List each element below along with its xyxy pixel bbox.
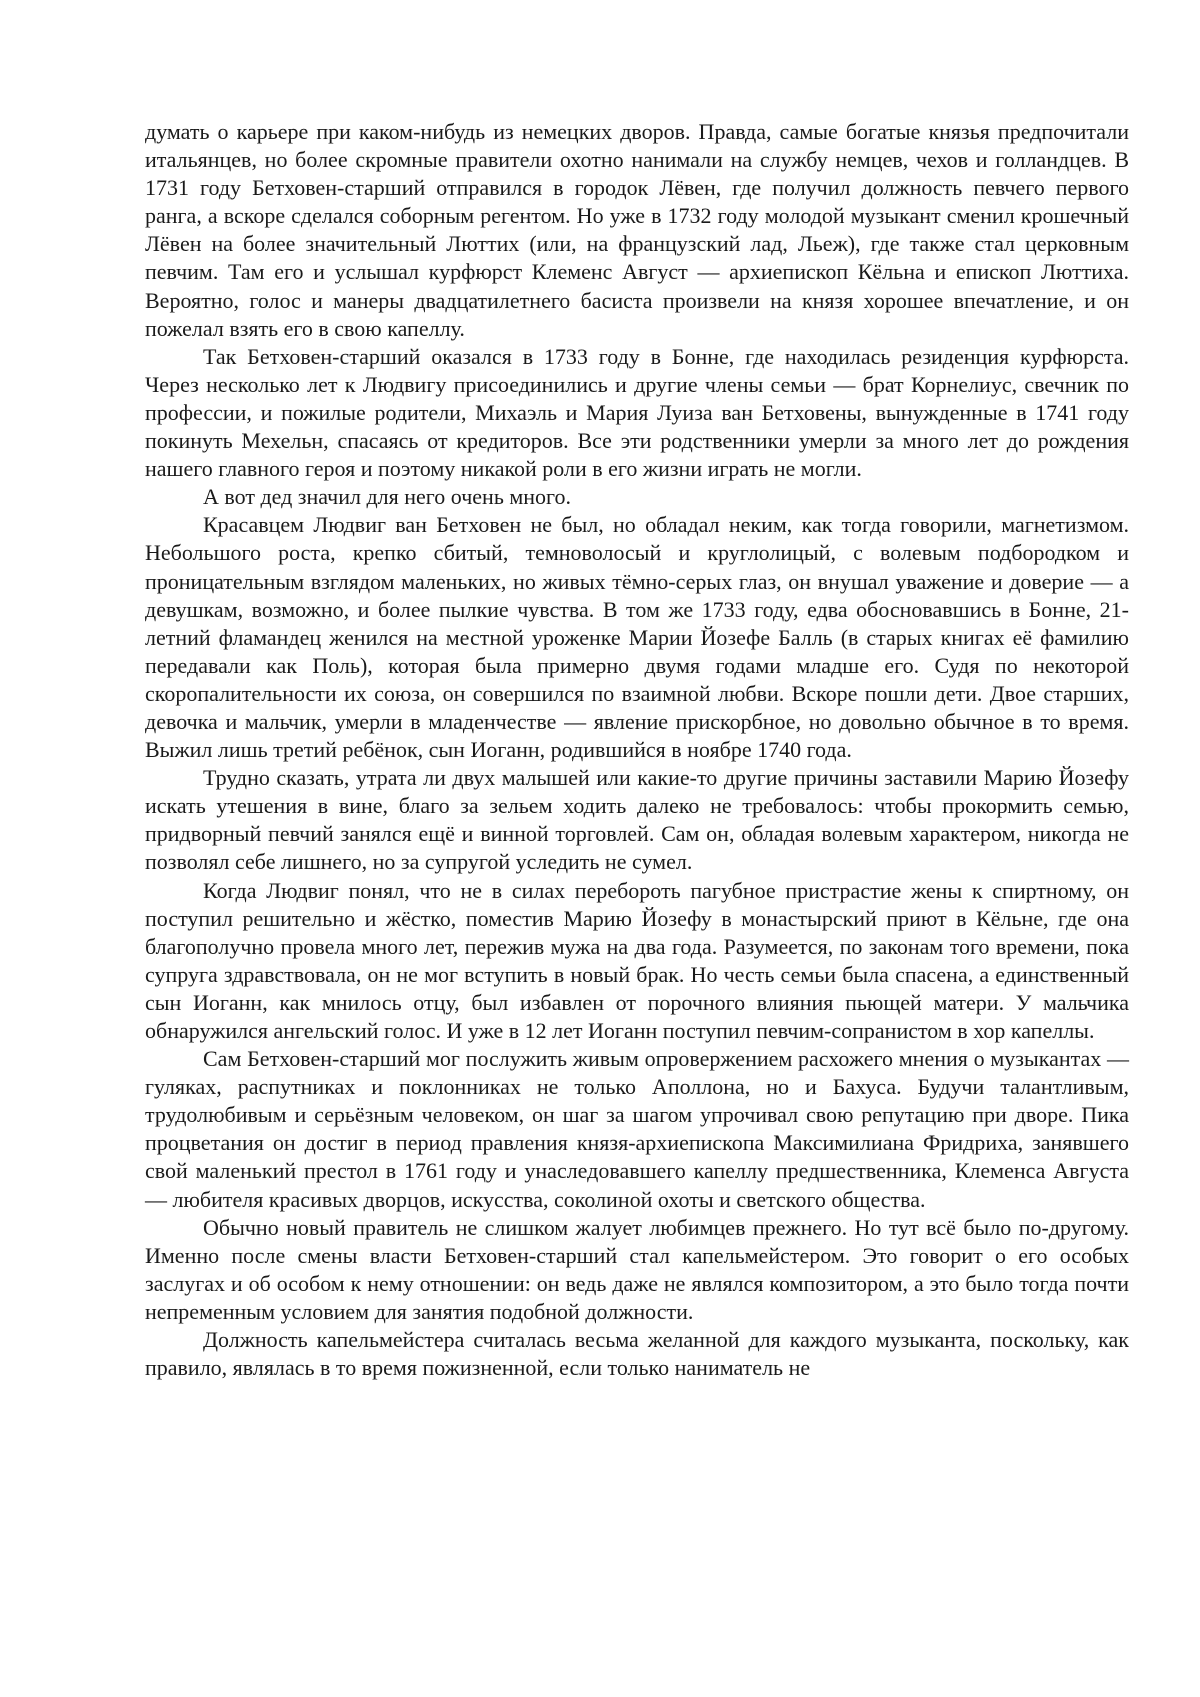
paragraph: Должность капельмейстера считалась весьма желанной для каждого музыканта, поскольку, как правило, являлась в то время пожизненной, если только наниматель не xyxy=(145,1327,1129,1381)
paragraph: Трудно сказать, утрата ли двух малышей или какие-то другие причины заставили Марию Йозефу искать утешения в вине, благо за зельем ходить далеко не требовалось: чтобы прокормить семью, придворный певчий занялся ещё и винной торговлей. Сам он, обладая волевым характером, никогда не позволял себе лишнего, но за супругой уследить не сумел. xyxy=(145,765,1129,875)
paragraph: Когда Людвиг понял, что не в силах перебороть пагубное пристрастие жены к спиртному, он поступил решительно и жёстко, поместив Марию Йозефу в монастырский приют в Кёльне, где она благополучно провела много лет, пережив мужа на два года. Разумеется, по законам того времени, пока супруга здравствовала, он не мог вступить в новый брак. Но честь семьи была спасена, а единственный сын Иоганн, как мнилось отцу, был избавлен от порочного влияния пьющей матери. У мальчика обнаружился ангельский голос. И уже в 12 лет Иоганн поступил певчим-сопранистом в хор капеллы. xyxy=(145,877,1129,1043)
paragraph: Обычно новый правитель не слишком жалует любимцев прежнего. Но тут всё было по-другому. Именно после смены власти Бетховен-старший стал капельмейстером. Это говорит о его особых заслугах и об особом к нему отношении: он ведь даже не являлся композитором, а это было тогда почти непременным условием для занятия подобной должности. xyxy=(145,1214,1129,1324)
paragraph: А вот дед значил для него очень много. xyxy=(203,484,572,510)
paragraph: думать о карьере при каком-нибудь из немецких дворов. Правда, самые богатые князья предпочитали итальянцев, но более скромные правители охотно нанимали на службу немцев, чехов и голландцев. В 1731 году Бетховен-старший отправился в городок Лёвен, где получил должность певчего первого ранга, а вскоре сделался соборным регентом. Но уже в 1732 году молодой музыкант сменил крошечный Лёвен на более значительный Люттих (или, на французский лад, Льеж), где также стал церковным певчим. Там его и услышал курфюрст Клеменс Август — архиепископ Кёльна и епископ Люттиха. Вероятно, голос и манеры двадцатилетнего басиста произвели на князя хорошее впечатление, и он пожелал взять его в свою капеллу. xyxy=(145,119,1129,341)
document-page xyxy=(145,118,1129,1382)
paragraph: Сам Бетховен-старший мог послужить живым опровержением расхожего мнения о музыкантах — гуляках, распутниках и поклонниках не только Аполлона, но и Бахуса. Будучи талантливым, трудолюбивым и серьёзным человеком, он шаг за шагом упрочивал свою репутацию при дворе. Пика процветания он достиг в период правления князя-архиепископа Максимилиана Фридриха, занявшего свой маленький престол в 1761 году и унаследовавшего капеллу предшественника, Клеменса Августа — любителя красивых дворцов, искусства, соколиной охоты и светского общества. xyxy=(145,1046,1129,1212)
paragraph: Так Бетховен-старший оказался в 1733 году в Бонне, где находилась резиденция курфюрста. Через несколько лет к Людвигу присоединились и другие члены семьи — брат Корнелиус, свечник по профессии, и пожилые родители, Михаэль и Мария Луиза ван Бетховены, вынужденные в 1741 году покинуть Мехельн, спасаясь от кредиторов. Все эти родственники умерли за много лет до рождения нашего главного героя и поэтому никакой роли в его жизни играть не могли. xyxy=(145,343,1129,482)
paragraph: Красавцем Людвиг ван Бетховен не был, но обладал неким, как тогда говорили, магнетизмом. Небольшого роста, крепко сбитый, темноволосый и круглолицый, с волевым подбородком и проницательным взглядом маленьких, но живых тёмно-серых глаз, он внушал уважение и доверие — а девушкам, возможно, и более пылкие чувства. В том же 1733 году, едва обосновавшись в Бонне, 21-летний фламандец женился на местной уроженке Марии Йозефе Балль (в старых книгах её фамилию передавали как Поль), которая была примерно двумя годами младше его. Судя по некоторой скоропалительности их союза, он совершился по взаимной любви. Вскоре пошли дети. Двое старших, девочка и мальчик, умерли в младенчестве — явление прискорбное, но довольно обычное в то время. Выжил лишь третий ребёнок, сын Иоганн, родившийся в ноябре 1740 года. xyxy=(145,512,1129,763)
